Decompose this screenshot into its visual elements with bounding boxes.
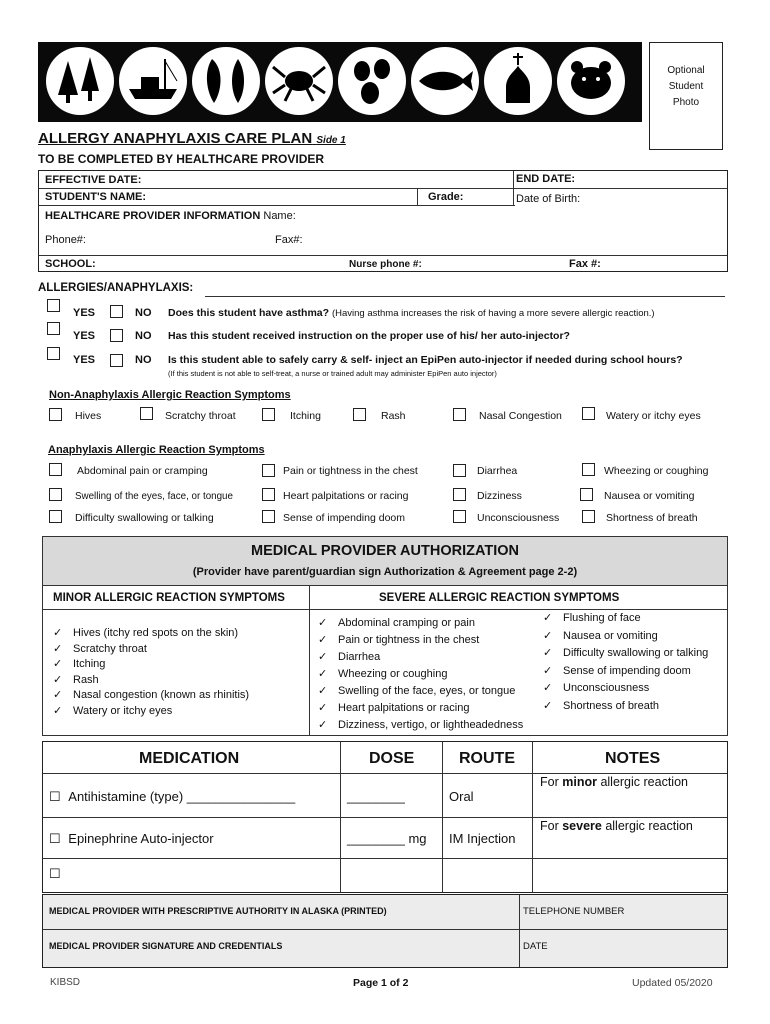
minor-symptom-item: ✓ Nasal congestion (known as rhinitis) — [53, 688, 249, 704]
symptom-label: Diarrhea — [477, 465, 518, 477]
minor-symptom-item: ✓ Itching — [53, 657, 249, 673]
checkmark-icon: ✓ — [318, 634, 328, 646]
minor-symptoms-header: MINOR ALLERGIC REACTION SYMPTOMS — [53, 592, 285, 604]
watery-eyes-checkbox[interactable] — [582, 407, 595, 420]
checkmark-icon: ✓ — [543, 664, 553, 677]
severe-symptoms-header: SEVERE ALLERGIC REACTION SYMPTOMS — [379, 592, 620, 604]
severe-symptom-item: ✓ Abdominal cramping or pain — [318, 615, 523, 632]
severe-symptom-item: ✓ Wheezing or coughing — [318, 666, 523, 683]
checkmark-icon: ✓ — [318, 702, 328, 714]
student-info-box — [38, 170, 728, 272]
footer-page-number: Page 1 of 2 — [353, 977, 409, 989]
instruction-question: Has this student received instruction on the proper use of his/ her auto-injector? — [168, 330, 570, 342]
checkmark-icon: ✓ — [318, 668, 328, 680]
student-name-field[interactable]: STUDENT'S NAME: — [45, 191, 147, 203]
symptom-label: Pain or tightness in the chest — [283, 465, 418, 477]
allergies-label: ALLERGIES/ANAPHYLAXIS: — [38, 282, 194, 294]
authorization-box — [42, 536, 728, 736]
end-date-field[interactable]: END DATE: — [516, 173, 576, 185]
school-field[interactable]: SCHOOL: — [45, 258, 96, 270]
antihistamine-label: Antihistamine (type) _______________ — [68, 789, 296, 804]
self-carry-yes-checkbox[interactable] — [47, 347, 60, 360]
checkmark-icon: ✓ — [543, 682, 553, 694]
self-carry-no-checkbox[interactable] — [110, 354, 123, 367]
footer-updated: Updated 05/2020 — [632, 977, 713, 989]
antihistamine-dose[interactable]: ________ — [347, 789, 405, 804]
non-anaphylaxis-title: Non-Anaphylaxis Allergic Reaction Symptoms — [49, 389, 291, 401]
provider-signature-field[interactable]: MEDICAL PROVIDER SIGNATURE AND CREDENTIALS — [49, 941, 283, 951]
photo-label-1: Optional — [667, 65, 705, 76]
severe-symptom-item: ✓ Pain or tightness in the chest — [318, 632, 523, 649]
route-header: ROUTE — [459, 750, 515, 767]
asthma-no-checkbox[interactable] — [110, 305, 123, 318]
no-label: NO — [135, 330, 152, 342]
checkmark-icon: ✓ — [543, 629, 553, 642]
antihistamine-checkbox[interactable]: ☐ — [49, 789, 61, 804]
severe-symptom-item: ✓ Sense of impending doom — [543, 663, 708, 681]
checkmark-icon: ✓ — [318, 719, 328, 731]
symptom-label: Scratchy throat — [165, 410, 236, 422]
swallowing-checkbox[interactable] — [49, 510, 62, 523]
symptom-label: Rash — [381, 410, 406, 422]
symptom-label: Watery or itchy eyes — [606, 410, 701, 422]
symptom-label: Unconsciousness — [477, 512, 560, 524]
severe-symptom-item: ✓ Difficulty swallowing or talking — [543, 645, 708, 663]
checkmark-icon: ✓ — [543, 647, 553, 659]
symptom-label: Abdominal pain or cramping — [77, 465, 208, 477]
severe-symptom-item: ✓ Flushing of face — [543, 610, 708, 628]
grade-field[interactable]: Grade: — [428, 191, 464, 203]
extra-medication-checkbox[interactable]: ☐ — [49, 866, 61, 881]
checkmark-icon: ✓ — [543, 699, 553, 712]
checkmark-icon: ✓ — [53, 627, 63, 639]
date-field[interactable]: DATE — [523, 941, 548, 952]
checkmark-icon: ✓ — [543, 612, 553, 624]
diarrhea-checkbox[interactable] — [453, 464, 466, 477]
nasal-congestion-checkbox[interactable] — [453, 408, 466, 421]
symptom-label: Heart palpitations or racing — [283, 490, 409, 502]
severe-symptom-item: ✓ Unconsciousness — [543, 680, 708, 698]
telephone-field[interactable]: TELEPHONE NUMBER — [523, 906, 625, 917]
authorization-title: MEDICAL PROVIDER AUTHORIZATION — [251, 543, 519, 559]
palpitations-checkbox[interactable] — [262, 488, 275, 501]
anaphylaxis-title: Anaphylaxis Allergic Reaction Symptoms — [48, 444, 265, 456]
self-carry-question: Is this student able to safely carry & self- inject an EpiPen auto-injector if needed during school hours? — [168, 354, 683, 366]
title-side: Side 1 — [316, 135, 346, 146]
provider-phone-field[interactable]: Phone#: — [45, 234, 86, 246]
footer-org: KIBSD — [50, 977, 81, 988]
salmon-icon — [411, 47, 479, 115]
severe-symptom-item: ✓ Heart palpitations or racing — [318, 700, 523, 717]
berries-icon — [338, 47, 406, 115]
swelling-checkbox[interactable] — [49, 488, 62, 501]
epinephrine-note: For severe allergic reaction — [540, 819, 693, 833]
dose-header: DOSE — [369, 750, 415, 767]
minor-symptom-item: ✓ Hives (itchy red spots on the skin) — [53, 626, 249, 642]
page-subtitle: TO BE COMPLETED BY HEALTHCARE PROVIDER — [38, 152, 325, 166]
medication-header: MEDICATION — [139, 750, 240, 767]
fish-pair-icon — [192, 47, 260, 115]
epinephrine-route: IM Injection — [449, 831, 516, 846]
no-label: NO — [135, 354, 152, 366]
church-icon — [484, 47, 552, 115]
symptom-label: Nasal Congestion — [479, 410, 562, 422]
checkmark-icon: ✓ — [53, 704, 63, 717]
notes-header: NOTES — [605, 750, 661, 767]
minor-symptom-list — [53, 626, 249, 719]
impending-doom-checkbox[interactable] — [262, 510, 275, 523]
scratchy-throat-checkbox[interactable] — [140, 407, 153, 420]
yes-label: YES — [73, 330, 96, 342]
epinephrine-dose[interactable]: ________ mg — [347, 831, 427, 846]
medication-table — [42, 741, 728, 893]
symptom-label: Dizziness — [477, 490, 522, 502]
no-label: NO — [135, 307, 152, 319]
severe-symptom-item: ✓ Diarrhea — [318, 649, 523, 666]
symptom-label: Nausea or vomiting — [604, 490, 695, 502]
chest-pain-checkbox[interactable] — [262, 464, 275, 477]
checkmark-icon: ✓ — [53, 642, 63, 655]
checkmark-icon: ✓ — [53, 658, 63, 670]
minor-symptom-item: ✓ Watery or itchy eyes — [53, 704, 249, 720]
symptom-label: Sense of impending doom — [283, 512, 405, 524]
yes-label: YES — [73, 354, 96, 366]
checkmark-icon: ✓ — [53, 673, 63, 686]
symptom-label: Itching — [290, 410, 321, 422]
severe-symptom-list-a — [318, 615, 523, 734]
asthma-question: Does this student have asthma? (Having asthma increases the risk of having a more severe allergic reaction.) — [168, 307, 655, 319]
yes-label: YES — [73, 307, 96, 319]
severe-symptom-item: ✓ Nausea or vomiting — [543, 628, 708, 646]
provider-printed-name-field[interactable]: MEDICAL PROVIDER WITH PRESCRIPTIVE AUTHORITY IN ALASKA (PRINTED) — [49, 906, 387, 916]
symptom-label: Wheezing or coughing — [604, 465, 709, 477]
page-title: ALLERGY ANAPHYLAXIS CARE PLAN Side 1 — [38, 130, 346, 147]
dob-field[interactable]: Date of Birth: — [516, 193, 581, 205]
wheezing-checkbox[interactable] — [582, 463, 595, 476]
instruction-no-checkbox[interactable] — [110, 329, 123, 342]
itching-checkbox[interactable] — [262, 408, 275, 421]
school-fax-field[interactable]: Fax #: — [569, 258, 601, 270]
rash-checkbox[interactable] — [353, 408, 366, 421]
severe-symptom-item: ✓ Shortness of breath — [543, 698, 708, 716]
shortness-breath-checkbox[interactable] — [582, 510, 595, 523]
authorization-subtitle: (Provider have parent/guardian sign Authorization & Agreement page 2-2) — [192, 566, 578, 578]
header-banner — [38, 42, 642, 122]
severe-symptom-item: ✓ Swelling of the face, eyes, or tongue — [318, 683, 523, 700]
asthma-yes-checkbox[interactable] — [47, 299, 60, 312]
antihistamine-row[interactable] — [49, 789, 295, 805]
photo-label-2: Student — [668, 81, 704, 92]
hives-checkbox[interactable] — [49, 408, 62, 421]
minor-symptom-item: ✓ Rash — [53, 673, 249, 689]
epinephrine-checkbox[interactable]: ☐ — [49, 831, 61, 846]
self-carry-note: (If this student is not able to self-treat, a nurse or trained adult may administer EpiPen auto injector) — [168, 369, 497, 378]
checkmark-icon: ✓ — [318, 651, 328, 663]
provider-info-label: HEALTHCARE PROVIDER INFORMATION Name: — [45, 210, 296, 222]
symptom-label: Swelling of the eyes, face, or tongue — [75, 491, 233, 502]
unconsciousness-checkbox[interactable] — [453, 510, 466, 523]
authorization-header — [43, 537, 727, 585]
checkmark-icon: ✓ — [318, 685, 328, 697]
crab-icon — [265, 47, 333, 115]
nausea-checkbox[interactable] — [580, 488, 593, 501]
antihistamine-note: For minor allergic reaction — [540, 775, 688, 789]
symptom-label: Difficulty swallowing or talking — [75, 512, 214, 524]
bear-icon — [557, 47, 625, 115]
antihistamine-route: Oral — [449, 789, 474, 804]
trees-icon — [46, 47, 114, 115]
minor-symptom-item: ✓ Scratchy throat — [53, 642, 249, 658]
checkmark-icon: ✓ — [318, 617, 328, 629]
dizziness-checkbox[interactable] — [453, 488, 466, 501]
photo-label-3: Photo — [672, 97, 700, 108]
nurse-phone-field[interactable]: Nurse phone #: — [349, 259, 422, 270]
checkmark-icon: ✓ — [53, 689, 63, 701]
provider-fax-field[interactable]: Fax#: — [275, 234, 303, 246]
boat-icon — [119, 47, 187, 115]
student-photo-box — [649, 42, 723, 150]
severe-symptom-item: ✓ Dizziness, vertigo, or lightheadedness — [318, 717, 523, 734]
provider-signature-box — [42, 894, 728, 968]
epinephrine-row[interactable] — [49, 831, 214, 847]
severe-symptom-list-b — [543, 610, 708, 715]
effective-date-field[interactable]: EFFECTIVE DATE: — [45, 174, 142, 186]
abdominal-pain-checkbox[interactable] — [49, 463, 62, 476]
epinephrine-label: Epinephrine Auto-injector — [68, 831, 214, 846]
symptom-label: Hives — [75, 410, 102, 422]
symptom-label: Shortness of breath — [606, 512, 698, 524]
instruction-yes-checkbox[interactable] — [47, 322, 60, 335]
